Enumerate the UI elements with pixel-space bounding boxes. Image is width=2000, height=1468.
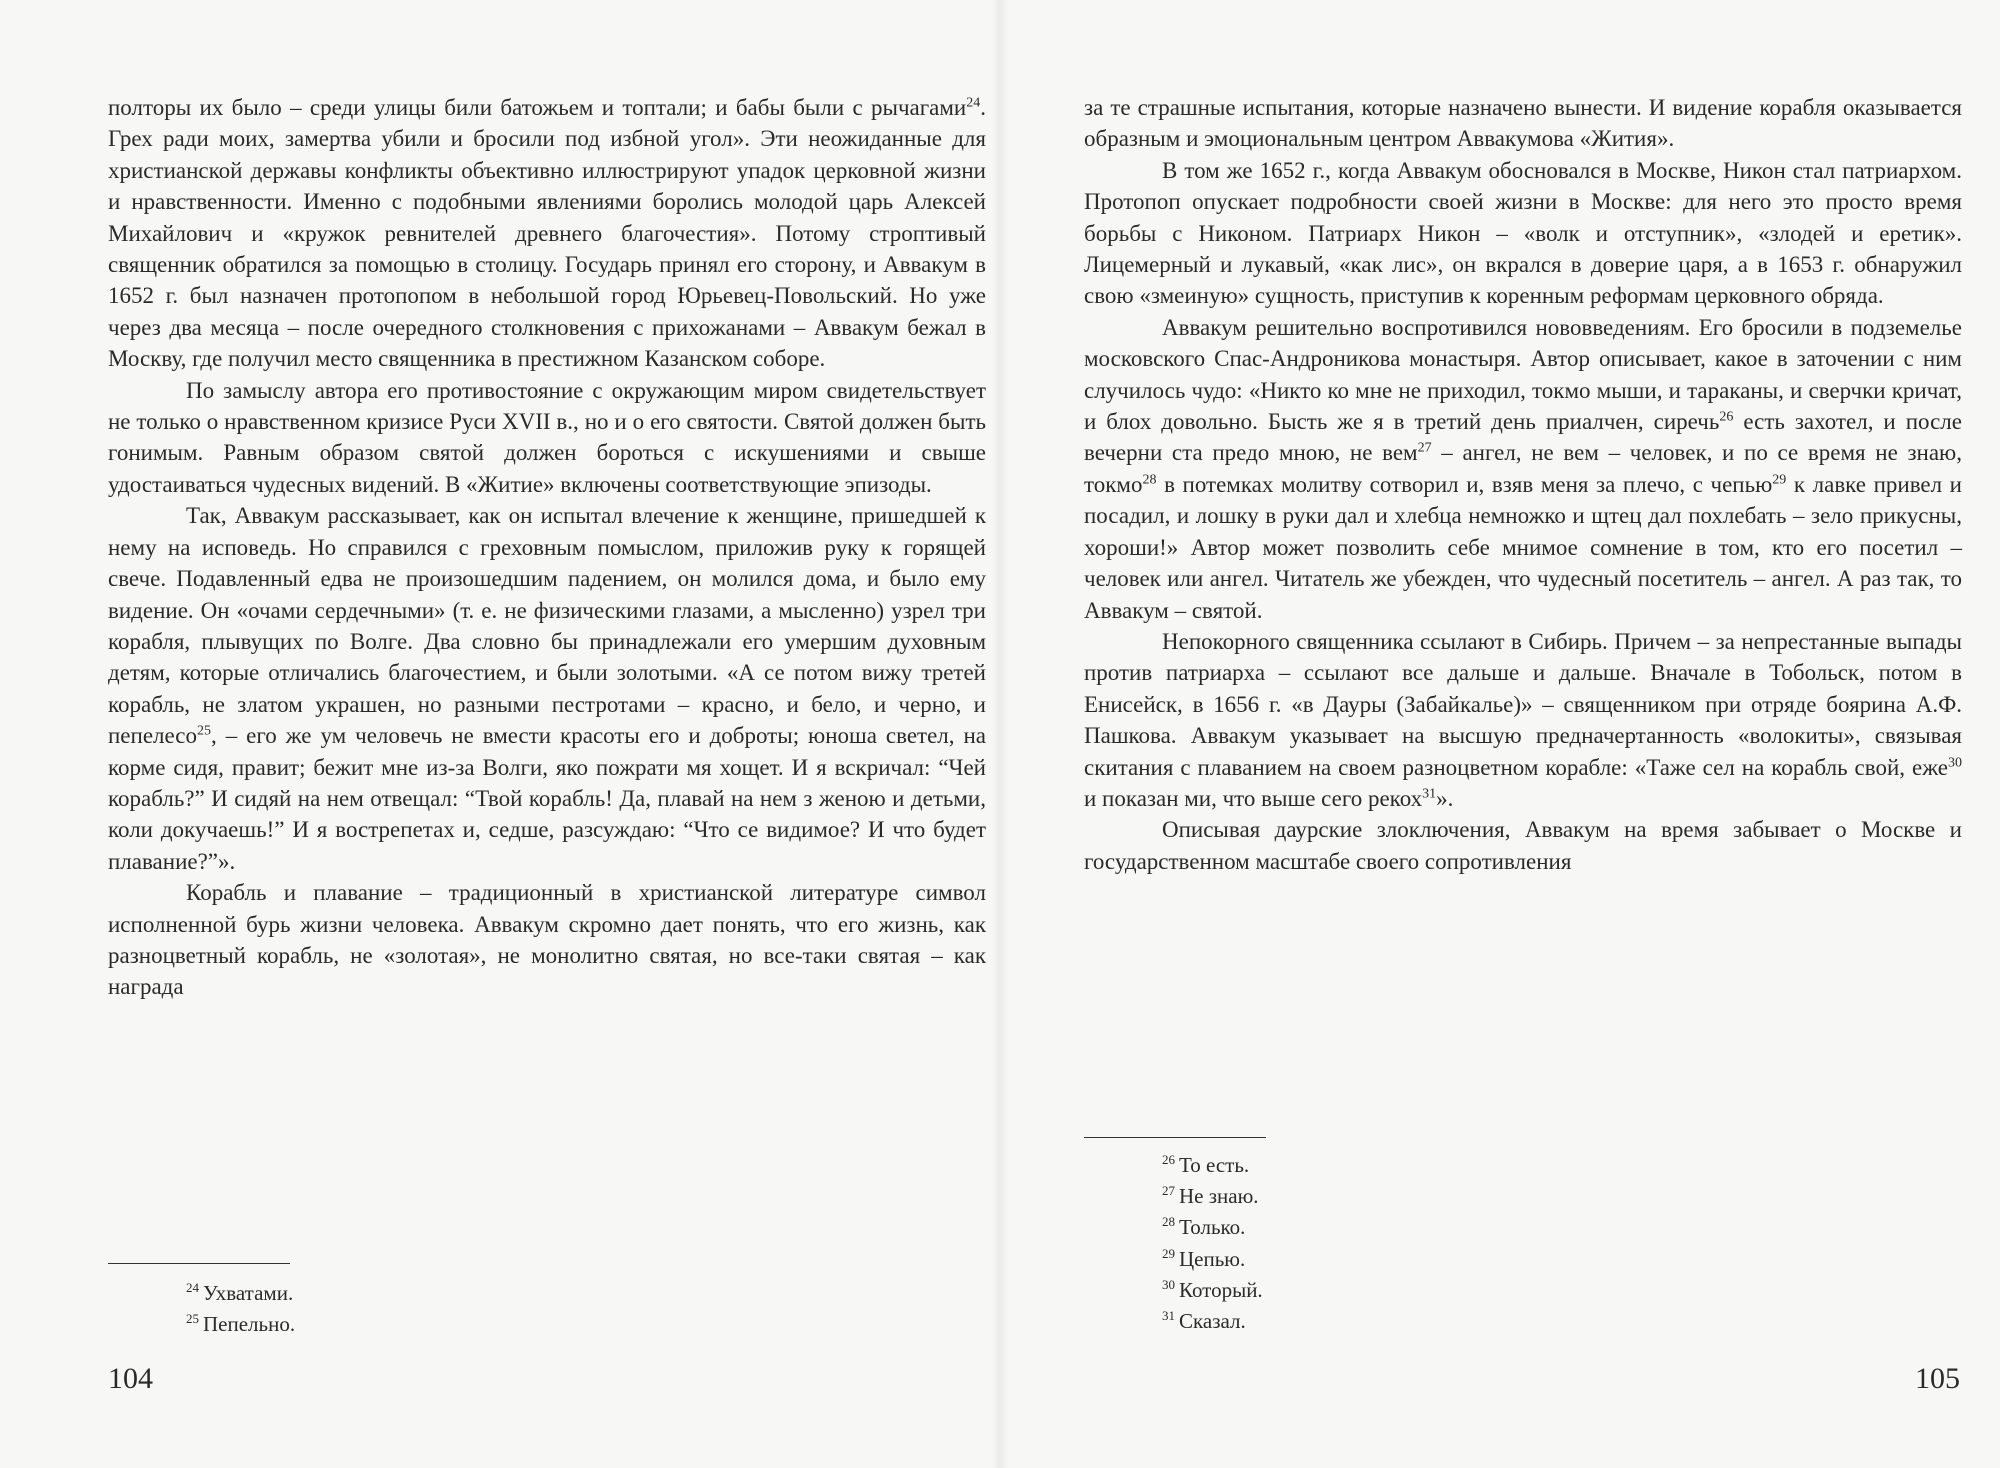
footnote-number: 27 (1162, 1183, 1175, 1199)
left-footnote-rule (108, 1263, 290, 1264)
paragraph: Корабль и плавание – традиционный в христианской литературе символ исполненной бурь жизни человека. Аввакум скромно дает понять, что его жизнь, как разноцветный корабль, не «золотая», не монолитно святая, но все-таки святая – как награда (108, 880, 986, 1000)
footnote-reference: 31 (1422, 786, 1437, 802)
footnote-reference: 30 (1948, 754, 1962, 770)
footnote-text: Не знаю. (1179, 1184, 1259, 1209)
footnote-item (1162, 1244, 1662, 1275)
footnote-reference: 26 (1719, 409, 1734, 425)
footnote-text: Ухватами. (203, 1281, 294, 1305)
footnote-reference: 27 (1417, 440, 1432, 456)
footnote-reference: 29 (1772, 472, 1787, 488)
footnote-item (1162, 1212, 1662, 1243)
paragraph: В том же 1652 г., когда Аввакум обосновался в Москве, Никон стал патриархом. Протопоп опускает подробности своей жизни в Москве: для него это просто время борьбы с Никоном. Патриарх Никон – «волк и отступник», «злодей и еретик». Лицемерный и лукавый, «как лис», он вкрался в доверие царя, а в 1653 г. обнаружил свою «змеиную» сущность, приступив к коренным реформам церковного обряда. (1084, 157, 1962, 309)
footnote-item (1162, 1275, 1662, 1306)
paragraph: Описывая даурские злоключения, Аввакум на время забывает о Москве и государственном масштабе своего сопротивления (1084, 817, 1962, 874)
footnote-item (186, 1278, 686, 1309)
footnote-text: То есть. (1179, 1153, 1250, 1177)
footnote-number: 30 (1162, 1276, 1175, 1292)
right-body-text (1084, 92, 1962, 877)
left-page-number: 104 (108, 1362, 153, 1395)
paragraph: Так, Аввакум рассказывает, как он испытал влечение к женщине, пришедшей к нему на исповедь. Но справился с греховным помыслом, приложив руку к горящей свече. Подавленный едва не произошедшим падением, он молился дома, и было ему видение. Он «очами сердечными» (т. е. не физическими глазами, а мысленно) узрел три корабля, плывущих по Волге. Два словно бы принадлежали его умершим духовным детям, которые отличались благочестием, и были золотыми. «А се потом вижу третей корабль, не златом украшен, но разными пестротами – красно, и бело, и черно, и пепелесо$^{25}$, – его же ум человечь не вмести красоты его и доброты; юноша светел, на корме сидя, правит; бежит мне из-за Волги, яко пожрати мя хощет. И я вскричал: “Чей корабль?” И сидяй на нем отвещал: “Твой корабль! Да, плавай на нем з женою и детьми, коли докучаешь!” И я вострепетах и, седше, разсуждаю: “Что се видимое? И что будет плавание?”». (108, 503, 986, 874)
right-footnote-rule (1084, 1137, 1266, 1138)
footnote-item (1162, 1150, 1662, 1181)
footnote-item (1162, 1306, 1662, 1337)
footnote-text: Только. (1179, 1215, 1246, 1240)
right-page (1000, 0, 2000, 1468)
right-footnotes (1162, 1150, 1662, 1337)
footnote-reference: 25 (197, 723, 212, 739)
footnote-number: 31 (1162, 1308, 1175, 1324)
paragraph: Аввакум решительно воспротивился нововведениям. Его бросили в подземелье московского Спас-Андроникова монастыря. Автор описывает, какое в заточении с ним случилось чудо: «Никто ко мне не приходил, токмо мыши, и тараканы, и сверчки кричат, и блох довольно. Бысть же я в третий день приалчен, сиречь$^{26}$ есть захотел, и после вечерни ста предо мною, не вем$^{27}$ – ангел, не вем – человек, и по се время не знаю, токмо$^{28}$ в потемках молитву сотворил и, взяв меня за плечо, с чепью$^{29}$ к лавке привел и посадил, и лошку в руки дал и хлебца немножко и щтец дал похлебать – зело прикусны, хороши!» Автор может позволить себе мнимое сомнение в том, кто его посетил – человек или ангел. Читатель же убежден, что чудесный посетитель – ангел. А раз так, то Аввакум – святой. (1084, 314, 1962, 623)
footnote-number: 24 (186, 1280, 199, 1295)
footnote-number: 29 (1162, 1245, 1175, 1261)
footnote-item (186, 1309, 686, 1340)
paragraph: за те страшные испытания, которые назначено вынести. И видение корабля оказывается образным и эмоциональным центром Аввакумова «Жития». (1084, 95, 1962, 152)
footnote-text: Который. (1179, 1277, 1263, 1302)
right-page-number: 105 (1915, 1362, 1960, 1395)
footnote-text: Пепельно. (203, 1312, 296, 1337)
paragraph: Непокорного священника ссылают в Сибирь. Причем – за непрестанные выпады против патриарха – ссылают все дальше и дальше. Вначале в Тобольск, потом в Енисейск, в 1656 г. «в Дауры (Забайкалье)» – священником при отряде боярина А.Ф. Пашкова. Аввакум указывает на высшую предначертанность «волокиты», связывая скитания с плаванием на своем разноцветном корабле: «Таже сел на корабль свой, еже$^{30}$ и показан ми, что выше сего рекох$^{31}$». (1084, 628, 1962, 811)
paragraph: полторы их было – среди улицы били батожьем и топтали; и бабы были с рычагами$^{24}$. Грех ради моих, замертва убили и бросили под избной угол». Эти неожиданные для христианской державы конфликты объективно иллюстрируют упадок церковной жизни и нравственности. Именно с подобными явлениями боролись молодой царь Алексей Михайлович и «кружок ревнителей древнего благочестия». Потому строптивый священник обратился за помощью в столицу. Государь принял его сторону, и Аввакум в 1652 г. был назначен протопопом в небольшой город Юрьевец-Повольский. Но уже через два месяца – после очередного столкновения с прихожанами – Аввакум бежал в Москву, где получил место священника в престижном Казанском соборе. (108, 95, 986, 372)
footnote-reference: 28 (1142, 472, 1157, 488)
footnote-text: Цепью. (1179, 1246, 1246, 1271)
footnote-text: Сказал. (1179, 1309, 1246, 1334)
footnote-number: 26 (1162, 1152, 1175, 1167)
left-footnotes (186, 1278, 686, 1340)
footnote-reference: 24 (966, 95, 981, 111)
paragraph: По замыслу автора его противостояние с окружающим миром свидетельствует не только о нравственном кризисе Руси XVII в., но и о его святости. Святой должен быть гонимым. Равным образом святой должен бороться с искушениями и свыше удостаиваться чудесных видений. В «Житие» включены соответствующие эпизоды. (108, 377, 986, 497)
footnote-number: 28 (1162, 1214, 1175, 1230)
footnote-item (1162, 1181, 1662, 1212)
footnote-number: 25 (186, 1311, 199, 1327)
left-body-text (108, 92, 986, 1003)
